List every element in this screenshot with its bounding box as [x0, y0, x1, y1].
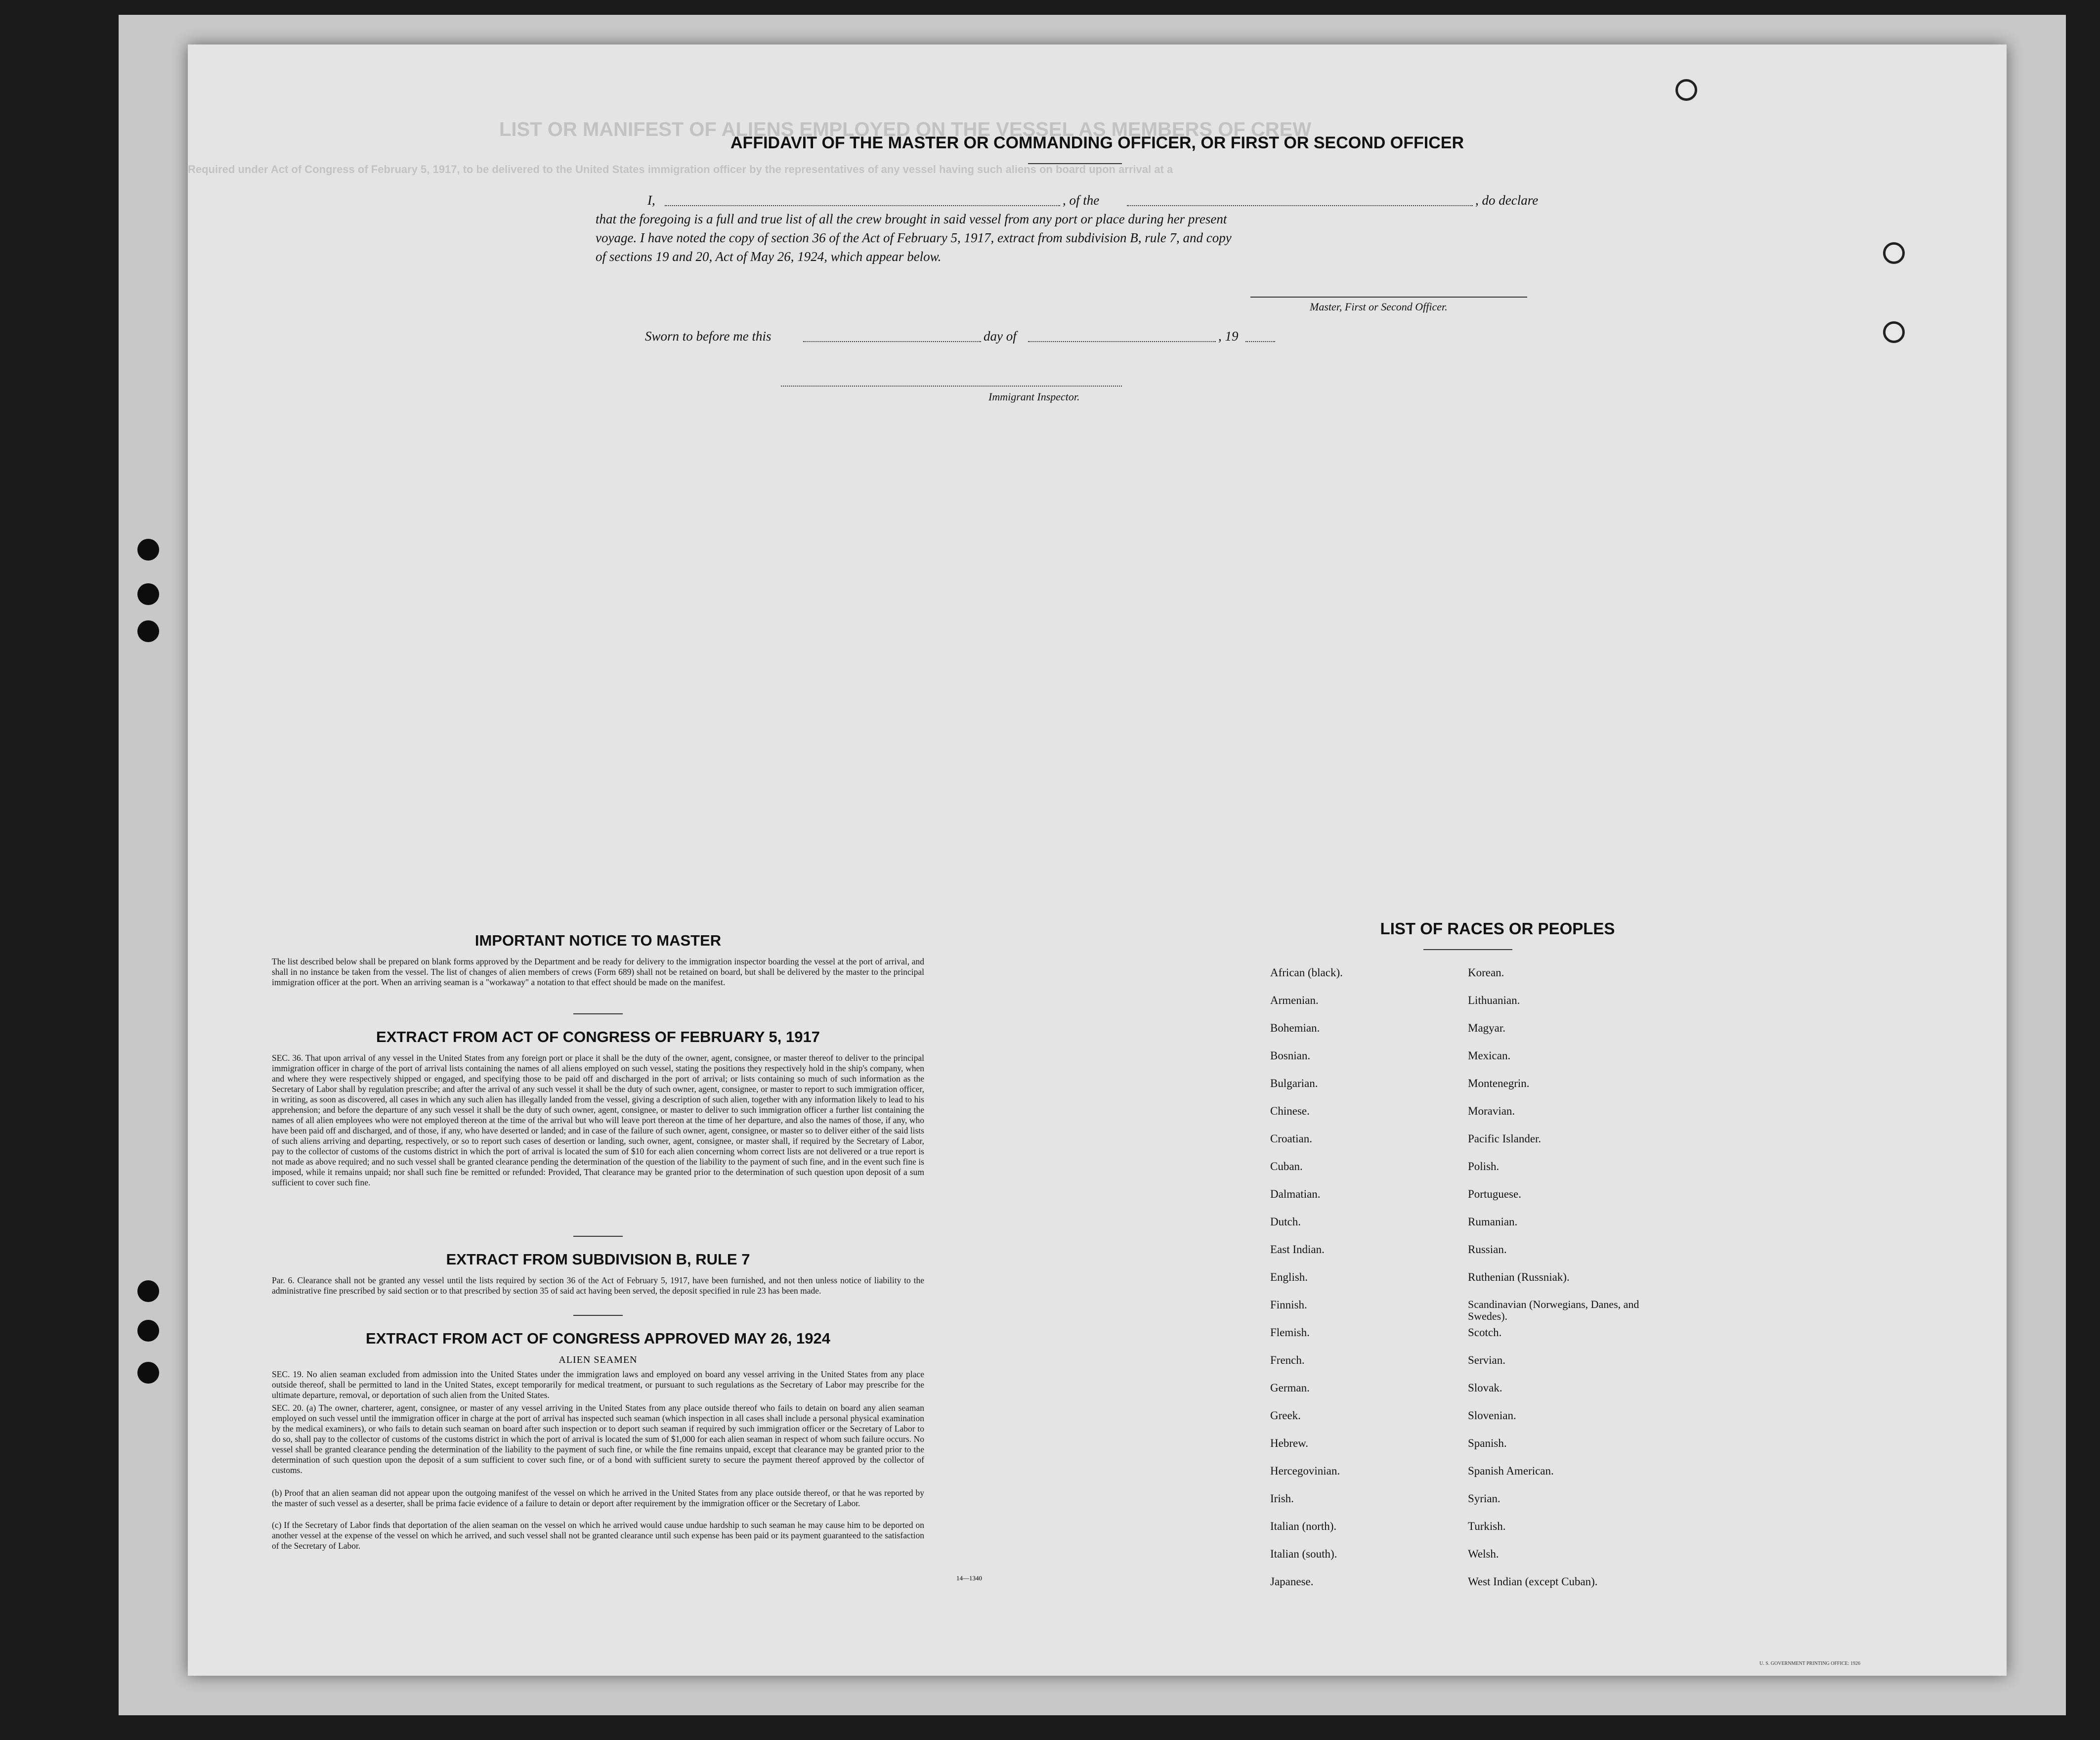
race-item: Spanish American. — [1468, 1465, 1554, 1477]
sworn-month-field[interactable] — [1028, 341, 1216, 342]
race-item: Servian. — [1468, 1354, 1506, 1366]
race-item: African (black). — [1270, 966, 1343, 979]
year-label: , 19 — [1218, 329, 1239, 344]
race-item: Bosnian. — [1270, 1049, 1311, 1062]
affidavit-body-line1: that the foregoing is a full and true list of all the crew brought in said vessel from any port or place during her present — [596, 212, 1227, 226]
master-caption: Master, First or Second Officer. — [1310, 301, 1448, 313]
sworn-day-field[interactable] — [803, 341, 981, 342]
rule7-text: Par. 6. Clearance shall not be granted any vessel until the lists required by section 36 of the Act of February 5, 1917, have been furnished, and not then unless notice of liability to the administrative fine prescribed by said section or to that prescribed by section 35 of said act having been served, the deposit specified in rule 23 has been made. — [272, 1275, 924, 1296]
background-header-title: LIST OR MANIFEST OF ALIENS EMPLOYED ON THE VESSEL AS MEMBERS OF CREW — [499, 119, 1312, 140]
race-item: Flemish. — [1270, 1326, 1310, 1339]
race-item: Dalmatian. — [1270, 1188, 1321, 1200]
race-item: Portuguese. — [1468, 1188, 1521, 1200]
vessel-field[interactable] — [1127, 205, 1473, 206]
binder-hole — [137, 620, 159, 642]
race-item: Pacific Islander. — [1468, 1132, 1542, 1145]
race-item: Polish. — [1468, 1160, 1500, 1173]
race-item: Slovenian. — [1468, 1409, 1516, 1422]
race-item: Greek. — [1270, 1409, 1301, 1422]
race-item: Spanish. — [1468, 1437, 1507, 1449]
sec20a-text: SEC. 20. (a) The owner, charterer, agent, consignee, or master of any vessel arriving in the United States from any place outside thereof who fails to detain on board any alien seaman employed on such vessel until the immigration officer in charge at the port of arrival has inspected such seaman (which inspection in all cases shall include a personal physical examination by the medical examiners), or who fails to detain such seaman on board after such inspection or to deport such seaman if required by such immigration officer or the Secretary of Labor to do so, shall pay to the collector of customs of the customs district in which the port of arrival is located the sum of $1,000 for each alien seaman in respect of whom such failure occurs. No vessel shall be granted clearance pending the determination of the liability to the payment of such fine, or while the fine remains unpaid, except that clearance may be granted prior to the determination of such question upon the deposit of a sum sufficient to cover such fine, or of a bond with sufficient surety to secure the payment thereof approved by the collector of customs. — [272, 1403, 924, 1475]
binder-hole — [137, 1280, 159, 1302]
notice-rule — [573, 1013, 623, 1014]
affidavit-do-declare: , do declare — [1475, 193, 1539, 208]
race-item: Hebrew. — [1270, 1437, 1309, 1449]
name-field[interactable] — [665, 205, 1060, 206]
race-item: Russian. — [1468, 1243, 1507, 1256]
race-item: East Indian. — [1270, 1243, 1325, 1256]
master-signature-line[interactable] — [1250, 297, 1527, 298]
race-item: West Indian (except Cuban). — [1468, 1575, 1598, 1588]
manifest-sheet — [188, 44, 2007, 1676]
race-item: Cuban. — [1270, 1160, 1303, 1173]
sec20c-text: (c) If the Secretary of Labor finds that deportation of the alien seaman on the vessel on which he arrived would cause undue hardship to such seaman he may cause him to be deported on another vessel at the expense of the vessel on which he arrived, and such vessel shall not be granted clearance until such expense has been paid or its payment guaranteed to the satisfaction of the Secretary of Labor. — [272, 1520, 924, 1551]
race-item: Moravian. — [1468, 1105, 1515, 1117]
binder-ring-right — [1883, 321, 1905, 343]
sworn-label: Sworn to before me this — [645, 329, 771, 344]
affidavit-of-the: , of the — [1063, 193, 1100, 208]
rule7-rule — [573, 1315, 623, 1316]
race-item: Lithuanian. — [1468, 994, 1520, 1006]
notice-text: The list described below shall be prepared on blank forms approved by the Department and be ready for delivery to the immigration inspector boarding the vessel at the port of arrival, and shall in no instance be taken from the vessel. The list of changes of alien members of crews (Form 689) shall not be retained on board, but shall be delivered by the master to the principal immigration officer at the port. When an arriving seaman is a "workaway" a notation to that effect should be made on the manifest. — [272, 957, 924, 987]
race-item: Montenegrin. — [1468, 1077, 1530, 1089]
race-item: Scandinavian (Norwegians, Danes, and Swedes). — [1468, 1298, 1639, 1322]
binder-hole — [137, 1320, 159, 1342]
affidavit-body-line2: voyage. I have noted the copy of section 36 of the Act of February 5, 1917, extract from subdivision B, rule 7, and copy — [596, 230, 1232, 245]
race-item: Welsh. — [1468, 1548, 1499, 1560]
race-item: Croatian. — [1270, 1132, 1312, 1145]
affidavit-title: AFFIDAVIT OF THE MASTER OR COMMANDING OFFICER, OR FIRST OR SECOND OFFICER — [730, 133, 1464, 152]
race-item: Italian (north). — [1270, 1520, 1337, 1532]
background-header-subtitle: Required under Act of Congress of February 5, 1917, to be delivered to the United States immigration officer by the representatives of any vessel having such aliens on board upon arrival at a — [188, 163, 1173, 175]
extract1924-title: EXTRACT FROM ACT OF CONGRESS APPROVED MAY 26, 1924 — [366, 1330, 830, 1347]
race-item: French. — [1270, 1354, 1305, 1366]
inspector-signature-line[interactable] — [781, 386, 1122, 387]
day-of-label: day of — [984, 329, 1017, 344]
race-item: Hercegovinian. — [1270, 1465, 1340, 1477]
race-item: Dutch. — [1270, 1216, 1301, 1228]
race-item: Irish. — [1270, 1492, 1294, 1505]
affidavit-title-rule — [1028, 163, 1122, 164]
extract1917-text: SEC. 36. That upon arrival of any vessel in the United States from any foreign port or place it shall be the duty of the owner, agent, consignee, or master thereof to deliver to the principal immigration officer in charge of the port of arrival lists containing the names of all aliens employed on such vessel, stating the positions they respectively hold in the ship's company, when and where they were respectively shipped or engaged, and specifying those to be paid off and discharged in the port of arrival; or lists containing so much of such information as the Secretary of Labor shall by regulation prescribe; and after the arrival of any such vessel it shall be the duty of such owner, agent, consignee, or master to report to such immigration officer, in writing, as soon as discovered, all cases in which any such alien has illegally landed from the vessel, giving a description of such alien, together with any information likely to lead to his apprehension; and before the departure of any such vessel it shall be the duty of such owner, agent, consignee, or master to deliver to such immigration officer a further list containing the names of all alien employees who were not employed thereon at the time of the arrival but who will leave port thereon at the time of her departure, and also the names of those, if any, who have been paid off and discharged, and of those, if any, who have deserted or landed; and in case of the failure of such owner, agent, consignee, or master so to deliver either of the said lists of such aliens arriving and departing, respectively, or so to report such cases of desertion or landing, such owner, agent, consignee, or master shall, if required by the Secretary of Labor, pay to the collector of customs of the customs district in which the port of arrival is located the sum of $10 for each alien concerning whom correct lists are not delivered or a true report is not made as above required; and no such vessel shall be granted clearance pending the determination of the question of the liability to the payment of such fine, and in the event such fine is imposed, while it remains unpaid; nor shall such fine be remitted or refunded: Provided, That clearance may be granted prior to the determination of such question upon deposit of a sum sufficient to cover such fine. — [272, 1053, 924, 1187]
race-item: Korean. — [1468, 966, 1504, 979]
race-item: Turkish. — [1468, 1520, 1506, 1532]
race-item: Ruthenian (Russniak). — [1468, 1271, 1570, 1283]
printer-imprint: U. S. GOVERNMENT PRINTING OFFICE: 1926 — [1759, 1661, 1860, 1666]
rule7-title: EXTRACT FROM SUBDIVISION B, RULE 7 — [446, 1251, 750, 1268]
notice-title: IMPORTANT NOTICE TO MASTER — [474, 932, 722, 949]
binder-hole — [137, 1362, 159, 1384]
affidavit-body-line3: of sections 19 and 20, Act of May 26, 1924, which appear below. — [596, 249, 942, 264]
affidavit-i: I, — [647, 193, 655, 208]
extract1917-title: EXTRACT FROM ACT OF CONGRESS OF FEBRUARY 5, 1917 — [376, 1028, 820, 1045]
race-item: Japanese. — [1270, 1575, 1314, 1588]
race-item: Finnish. — [1270, 1299, 1307, 1311]
binder-ring-right — [1675, 79, 1697, 101]
race-item: Armenian. — [1270, 994, 1319, 1006]
binder-ring-right — [1883, 242, 1905, 264]
race-item: Italian (south). — [1270, 1548, 1337, 1560]
sec20b-text: (b) Proof that an alien seaman did not appear upon the outgoing manifest of the vessel on which he arrived in the United States from any place outside thereof, or that he was reported by the master of such vessel as a deserter, shall be prima facie evidence of a failure to detain or deport after requirement by the immigration officer or the Secretary of Labor. — [272, 1488, 924, 1508]
race-item: Rumanian. — [1468, 1216, 1518, 1228]
race-item: English. — [1270, 1271, 1308, 1283]
race-item: Bohemian. — [1270, 1022, 1320, 1034]
inspector-caption: Immigrant Inspector. — [988, 391, 1080, 403]
race-item: Mexican. — [1468, 1049, 1511, 1062]
race-item: Scotch. — [1468, 1326, 1502, 1339]
race-item: German. — [1270, 1382, 1310, 1394]
binder-hole — [137, 583, 159, 605]
races-title: LIST OF RACES OR PEOPLES — [1380, 919, 1615, 938]
race-item: Magyar. — [1468, 1022, 1506, 1034]
race-item: Syrian. — [1468, 1492, 1500, 1505]
binder-hole — [137, 539, 159, 561]
race-item: Bulgarian. — [1270, 1077, 1318, 1089]
sec19-text: SEC. 19. No alien seaman excluded from admission into the United States under the immigration laws and employed on board any vessel arriving in the United States from any place outside thereof, shall be permitted to land in the United States, except temporarily for medical treatment, or pursuant to such regulations as the Secretary of Labor may prescribe for the ultimate departure, removal, or deportation of such alien from the United States. — [272, 1369, 924, 1400]
races-rule — [1423, 949, 1512, 950]
extract1917-rule — [573, 1236, 623, 1237]
sworn-year-field[interactable] — [1245, 341, 1275, 342]
race-item: Chinese. — [1270, 1105, 1310, 1117]
extract1924-subtitle: ALIEN SEAMEN — [558, 1354, 638, 1365]
form-number: 14—1340 — [956, 1574, 982, 1582]
race-item: Slovak. — [1468, 1382, 1502, 1394]
